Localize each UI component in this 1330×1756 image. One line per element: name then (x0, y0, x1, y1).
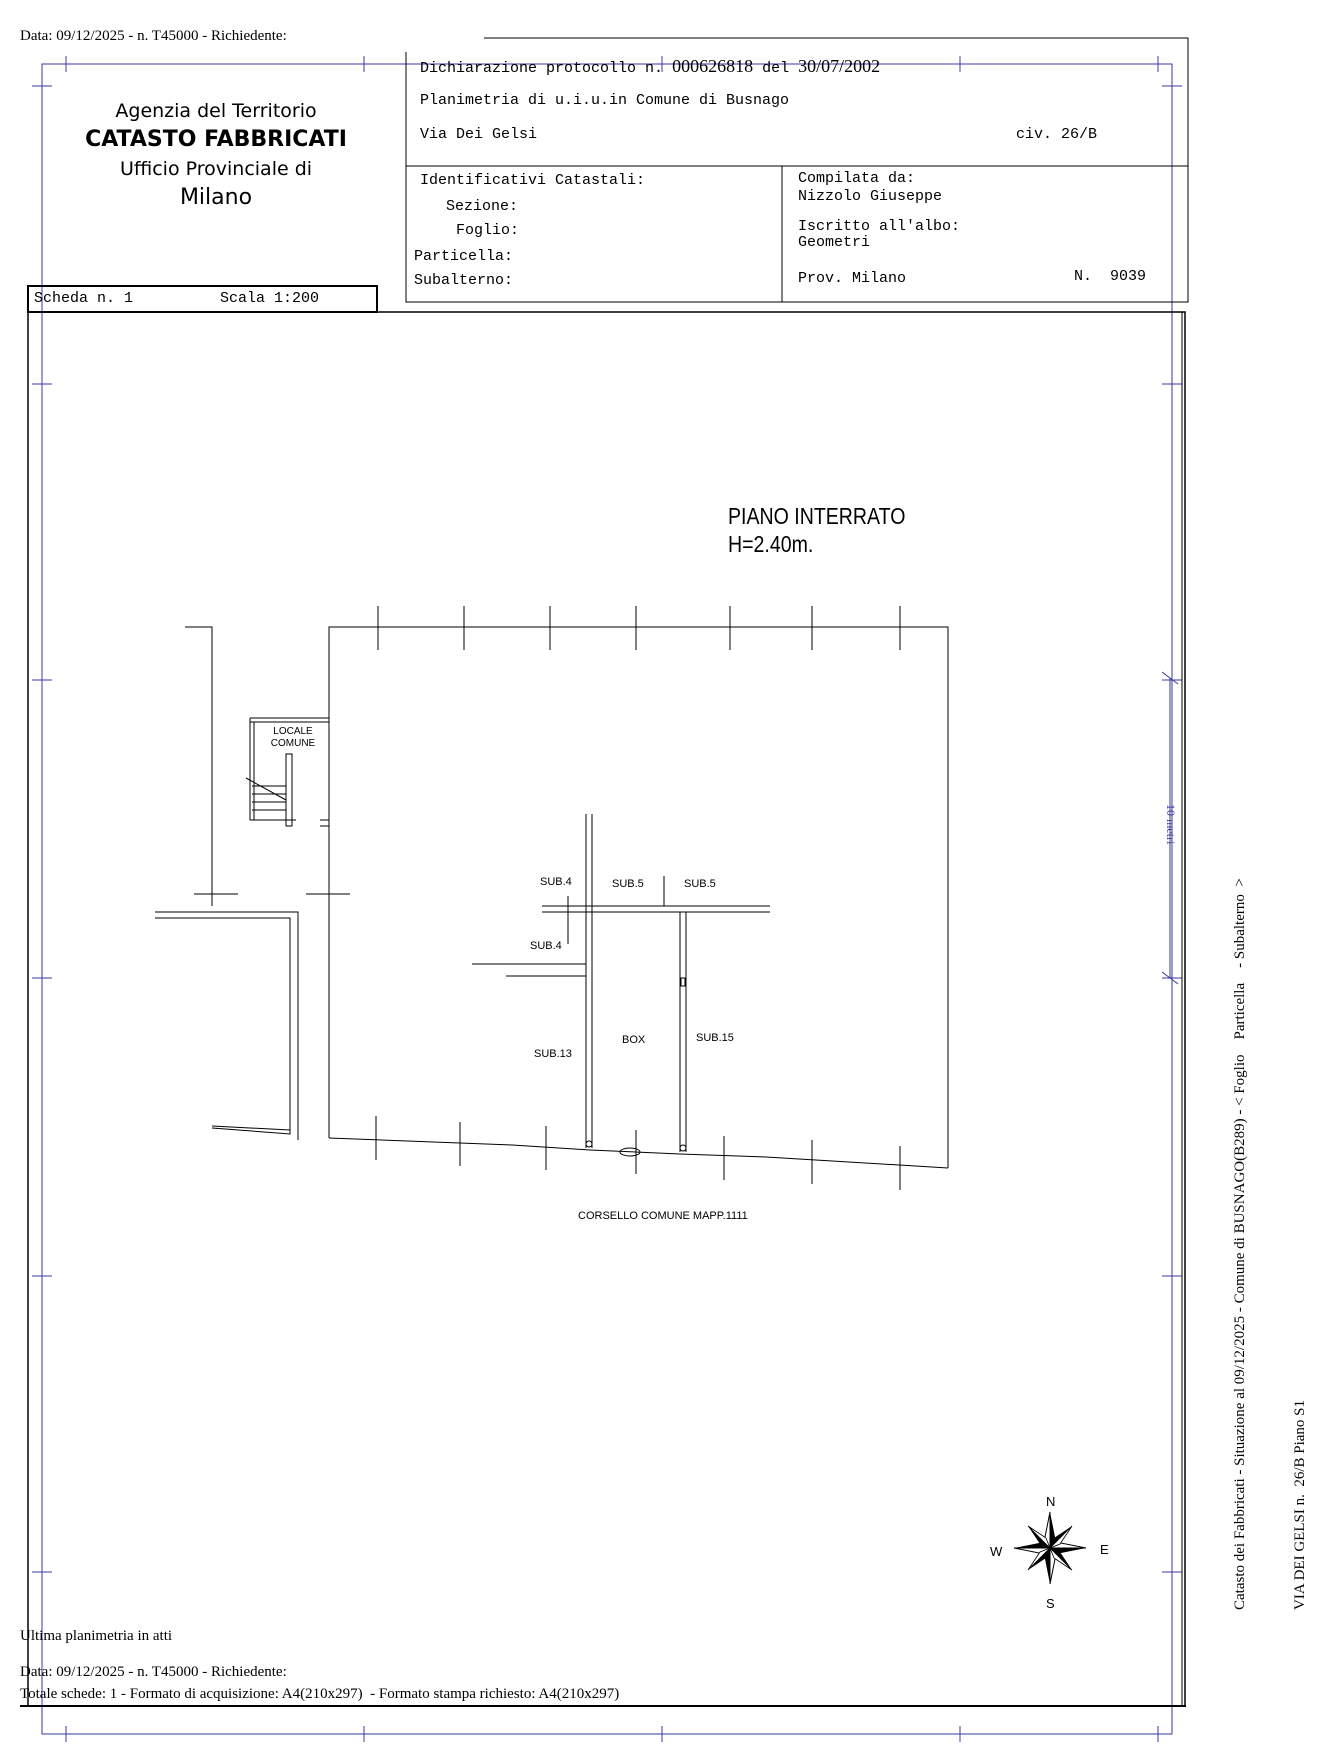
ufficio-label: Ufficio Provinciale di (119, 158, 313, 180)
room-label-box: BOX (622, 1034, 646, 1046)
side-caption (1190, 730, 1330, 1610)
locale-text: LOCALE (273, 726, 313, 737)
side-caption-line1: Catasto dei Fabbricati - Situazione al 09/12/2025 - Comune di BUSNAGO(B289) - < Foglio Particella - Subalterno > (1232, 878, 1248, 1610)
corsello-label: CORSELLO COMUNE MAPP.1111 (578, 1210, 748, 1222)
protocol-del: del (762, 60, 790, 77)
agency-block (84, 98, 348, 214)
room-label-sub15: SUB.15 (696, 1032, 734, 1044)
civic-number: civ. 26/B (1016, 126, 1098, 143)
room-label-sub13: SUB.13 (534, 1048, 572, 1060)
compass-south: S (1046, 1596, 1055, 1611)
catasto-title: CATASTO FABBRICATI (85, 127, 347, 152)
room-label-sub5-left: SUB.5 (612, 878, 644, 890)
planimetria-line: Planimetria di u.i.u.in Comune di Busnago (420, 92, 790, 109)
scale-label: Scala 1:200 (220, 290, 320, 307)
scheda-label: Scheda n. 1 (34, 290, 134, 307)
floor-name: PIANO INTERRATO (728, 503, 906, 529)
request-line-bottom: Data: 09/12/2025 - n. T45000 - Richiedente: (20, 1664, 287, 1680)
scale-bar-label: 10 metri (1164, 804, 1178, 845)
compass-east: E (1100, 1542, 1109, 1557)
albo-label: Iscritto all'albo: (798, 218, 961, 235)
locale-comune-label (262, 726, 324, 750)
albo-value: Geometri (798, 234, 871, 251)
province-name: Milano (179, 185, 253, 210)
room-label-sub4-top: SUB.4 (540, 876, 572, 888)
sezione-label: Sezione: (446, 198, 519, 215)
compass-west: W (990, 1544, 1003, 1559)
compilata-label: Compilata da: (798, 170, 916, 187)
floor-height: H=2.40m. (728, 531, 814, 557)
particella-label: Particella: (414, 248, 514, 265)
street-name: Via Dei Gelsi (420, 126, 538, 143)
agency-name: Agenzia del Territorio (115, 100, 317, 122)
floor-title (728, 502, 905, 558)
identificativi-title: Identificativi Catastali: (420, 172, 646, 189)
room-label-sub5-right: SUB.5 (684, 878, 716, 890)
request-line-top: Data: 09/12/2025 - n. T45000 - Richiedente: (20, 28, 287, 44)
comune-text: COMUNE (270, 738, 316, 749)
room-label-sub4-bottom: SUB.4 (530, 940, 562, 952)
compiler-name: Nizzolo Giuseppe (798, 188, 943, 205)
protocol-number: 000626818 (672, 56, 754, 76)
totale-schede: Totale schede: 1 - Formato di acquisizione: A4(210x297) - Formato stampa richiesto: A4(210x297) (20, 1686, 620, 1702)
compass-north: N (1046, 1494, 1056, 1509)
registration-number: N. 9039 (1074, 268, 1147, 285)
protocol-line (420, 56, 880, 77)
prov-label: Prov. Milano (798, 270, 907, 287)
foglio-label: Foglio: (456, 222, 520, 239)
side-caption-line2: VIA DEI GELSI n. 26/B Piano S1 (1292, 1400, 1308, 1610)
protocol-date: 30/07/2002 (798, 56, 881, 76)
ultima-planimetria: Ultima planimetria in atti (20, 1628, 173, 1644)
protocol-label: Dichiarazione protocollo n. (420, 60, 664, 77)
compass-icon (1014, 1512, 1086, 1584)
subalterno-label: Subalterno: (414, 272, 514, 289)
